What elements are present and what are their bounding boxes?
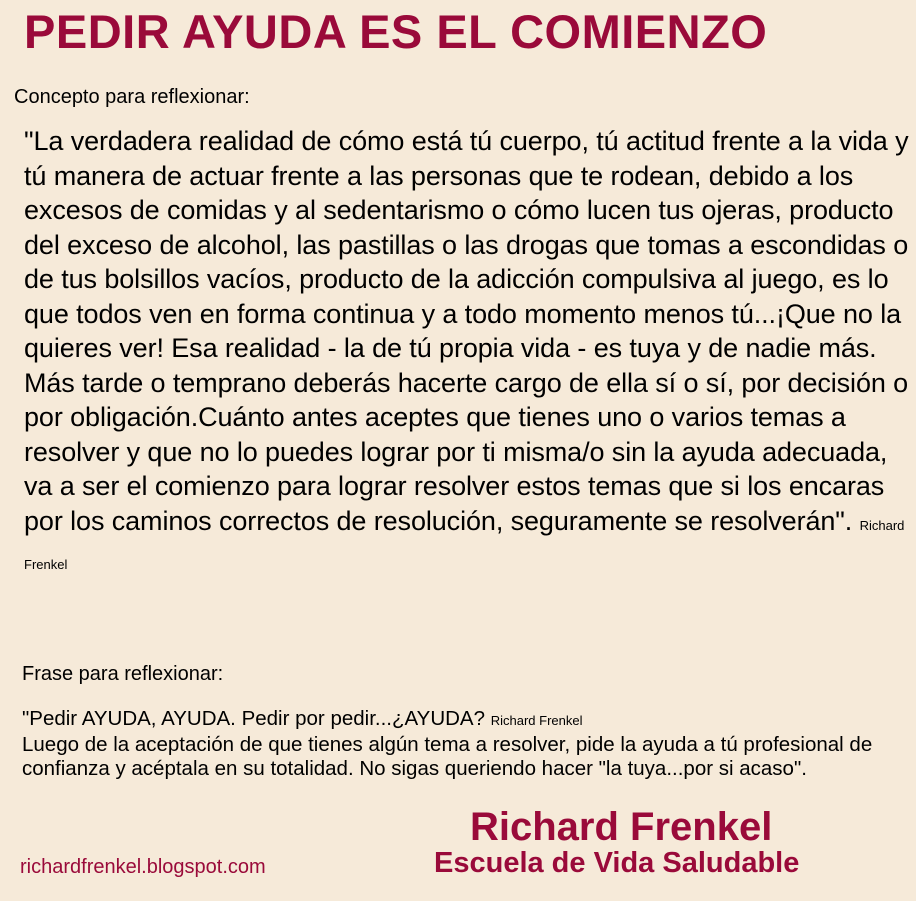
- author-name: Richard Frenkel: [470, 805, 773, 849]
- blog-url: richardfrenkel.blogspot.com: [20, 856, 266, 878]
- phrase-quote-line: [22, 707, 912, 733]
- main-quote-text: "La verdadera realidad de cómo está tú cuerpo, tú actitud frente a la vida y tú manera de actuar frente a las personas que te rodean, debido a los excesos de comidas y al sedentarismo o cómo lucen tus ojeras, producto del exceso de alcohol, las pastillas o las drogas que tomas a escondidas o de tus bolsillos vacíos, producto de la adicción compulsiva al juego, es lo que todos ven en forma continua y a todo momento menos tú...¡Que no la quieres ver! Esa realidad - la de tú propia vida - es tuya y de nadie más. Más tarde o temprano deberás hacerte cargo de ella sí o sí, por decisión o por obligación.Cuánto antes aceptes que tienes uno o varios temas a resolver y que no lo puedes lograr por ti misma/o sin la ayuda adecuada, va a ser el comienzo para lograr resolver estos temas que si los encaras por los caminos correctos de resolución, seguramente se resolverán".: [24, 126, 909, 536]
- phrase-body: Luego de la aceptación de que tienes algún tema a resolver, pide la ayuda a tú profesional de confianza y acéptala en su totalidad. No sigas queriendo hacer "la tuya...por si acaso".: [22, 733, 873, 780]
- phrase-label: Frase para reflexionar:: [22, 663, 224, 685]
- phrase-quote: "Pedir AYUDA, AYUDA. Pedir por pedir...¿AYUDA?: [22, 707, 486, 730]
- main-quote-signature: Richard Frenkel: [24, 517, 905, 572]
- phrase-signature: Richard Frenkel: [490, 713, 583, 728]
- concept-label: Concepto para reflexionar:: [14, 86, 250, 108]
- main-quote: [24, 124, 914, 583]
- page-title: PEDIR AYUDA ES EL COMIENZO: [24, 5, 768, 58]
- school-name: Escuela de Vida Saludable: [434, 847, 800, 879]
- phrase-block: [22, 707, 912, 781]
